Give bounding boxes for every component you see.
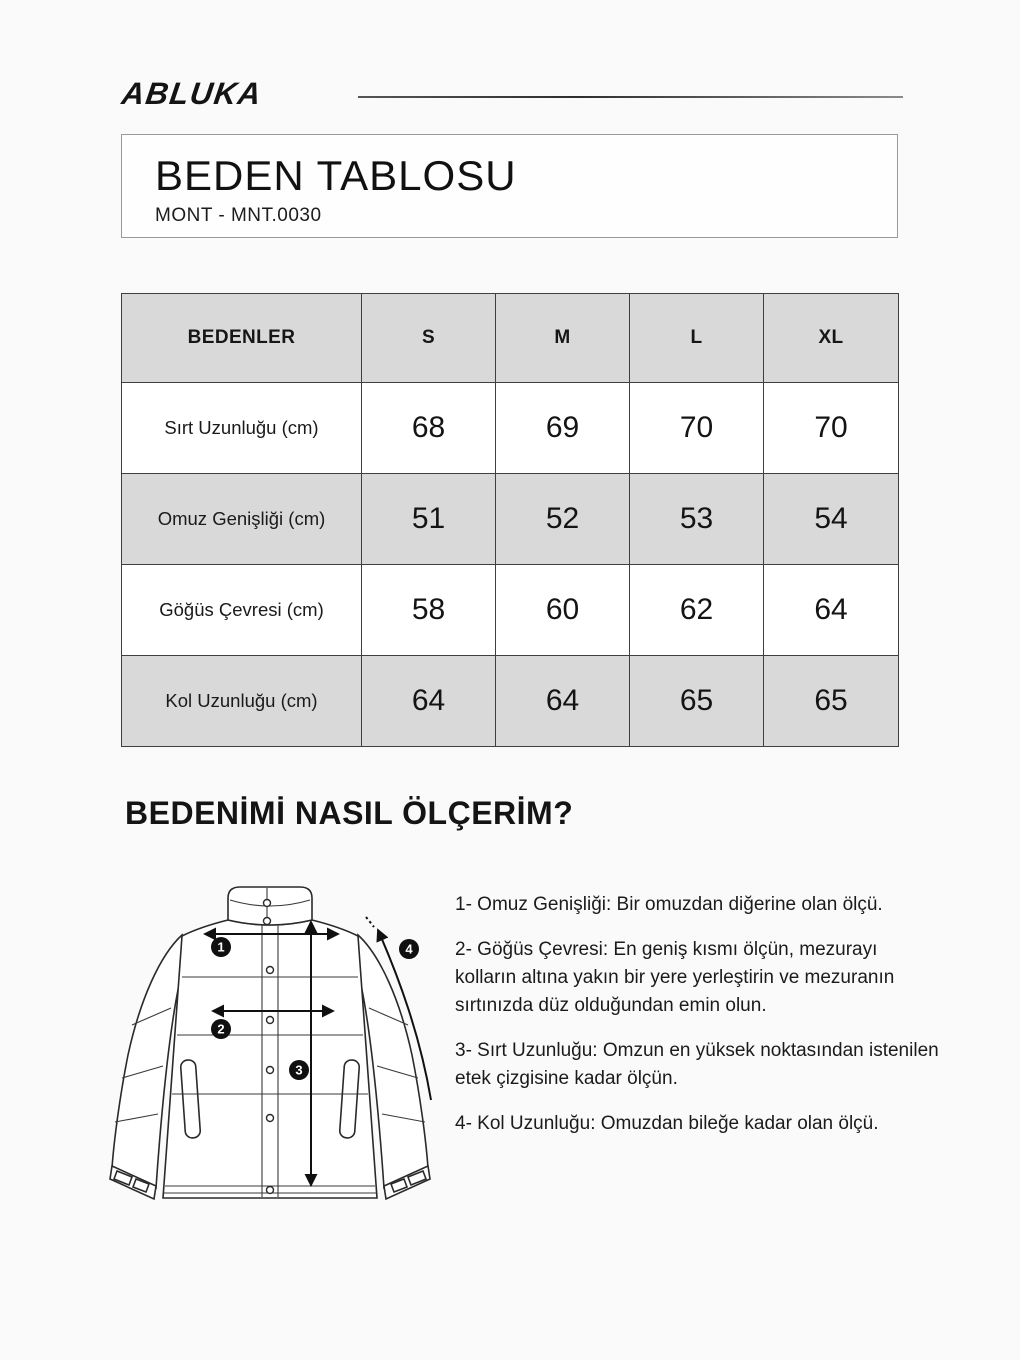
cell-value: 69 xyxy=(496,383,630,474)
measurement-instructions xyxy=(455,891,939,1155)
marker-badge-3 xyxy=(289,1060,309,1080)
instruction-item-4: 4- Kol Uzunluğu: Omuzdan bileğe kadar olan ölçü. xyxy=(455,1113,879,1134)
instruction-item-2: 2- Göğüs Çevresi: En geniş kısmı ölçün, mezurayı kolların altına yakın bir yere yerleştirin ve mezuranın sırtınızda düz olduğundan emin olun. xyxy=(455,939,895,1016)
cell-value: 70 xyxy=(630,383,764,474)
size-table xyxy=(121,293,899,747)
row-label-shoulder-width: Omuz Genişliği (cm) xyxy=(122,474,362,565)
column-header-xl: XL xyxy=(764,294,899,383)
title-box xyxy=(121,134,898,238)
cell-value: 52 xyxy=(496,474,630,565)
cell-value: 62 xyxy=(630,565,764,656)
brand-logo: ABLUKA xyxy=(119,76,265,111)
cell-value: 64 xyxy=(764,565,899,656)
column-header-s: S xyxy=(362,294,496,383)
cell-value: 64 xyxy=(362,656,496,747)
product-code: MONT - MNT.0030 xyxy=(155,205,322,227)
row-label-sleeve-length: Kol Uzunluğu (cm) xyxy=(122,656,362,747)
marker-badge-4 xyxy=(399,939,419,959)
instruction-item-3: 3- Sırt Uzunluğu: Omzun en yüksek noktasından istenilen etek çizgisine kadar ölçün. xyxy=(455,1040,939,1089)
cell-value: 68 xyxy=(362,383,496,474)
svg-text:3: 3 xyxy=(295,1062,303,1078)
column-header-m: M xyxy=(496,294,630,383)
instruction-item-1: 1- Omuz Genişliği: Bir omuzdan diğerine olan ölçü. xyxy=(455,894,883,915)
cell-value: 51 xyxy=(362,474,496,565)
section-heading: BEDENİMİ NASIL ÖLÇERİM? xyxy=(125,795,574,831)
table-row xyxy=(122,474,899,565)
cell-value: 70 xyxy=(764,383,899,474)
size-table-header-row xyxy=(122,294,899,383)
svg-text:2: 2 xyxy=(217,1021,225,1037)
cell-value: 64 xyxy=(496,656,630,747)
marker-badge-1 xyxy=(211,937,231,957)
cell-value: 60 xyxy=(496,565,630,656)
page-title: BEDEN TABLOSU xyxy=(155,152,517,199)
cell-value: 54 xyxy=(764,474,899,565)
jacket-diagram xyxy=(100,880,445,1205)
column-header-sizes: BEDENLER xyxy=(122,294,362,383)
cell-value: 65 xyxy=(764,656,899,747)
jacket-body xyxy=(163,920,377,1198)
cell-value: 65 xyxy=(630,656,764,747)
measure-arrow-4-dashes xyxy=(366,917,374,927)
cell-value: 58 xyxy=(362,565,496,656)
table-row xyxy=(122,656,899,747)
row-label-back-length: Sırt Uzunluğu (cm) xyxy=(122,383,362,474)
table-row xyxy=(122,565,899,656)
header-divider-line xyxy=(358,96,903,98)
svg-text:4: 4 xyxy=(405,941,413,957)
svg-text:1: 1 xyxy=(217,939,225,955)
row-label-chest: Göğüs Çevresi (cm) xyxy=(122,565,362,656)
column-header-l: L xyxy=(630,294,764,383)
cell-value: 53 xyxy=(630,474,764,565)
marker-badge-2 xyxy=(211,1019,231,1039)
table-row xyxy=(122,383,899,474)
